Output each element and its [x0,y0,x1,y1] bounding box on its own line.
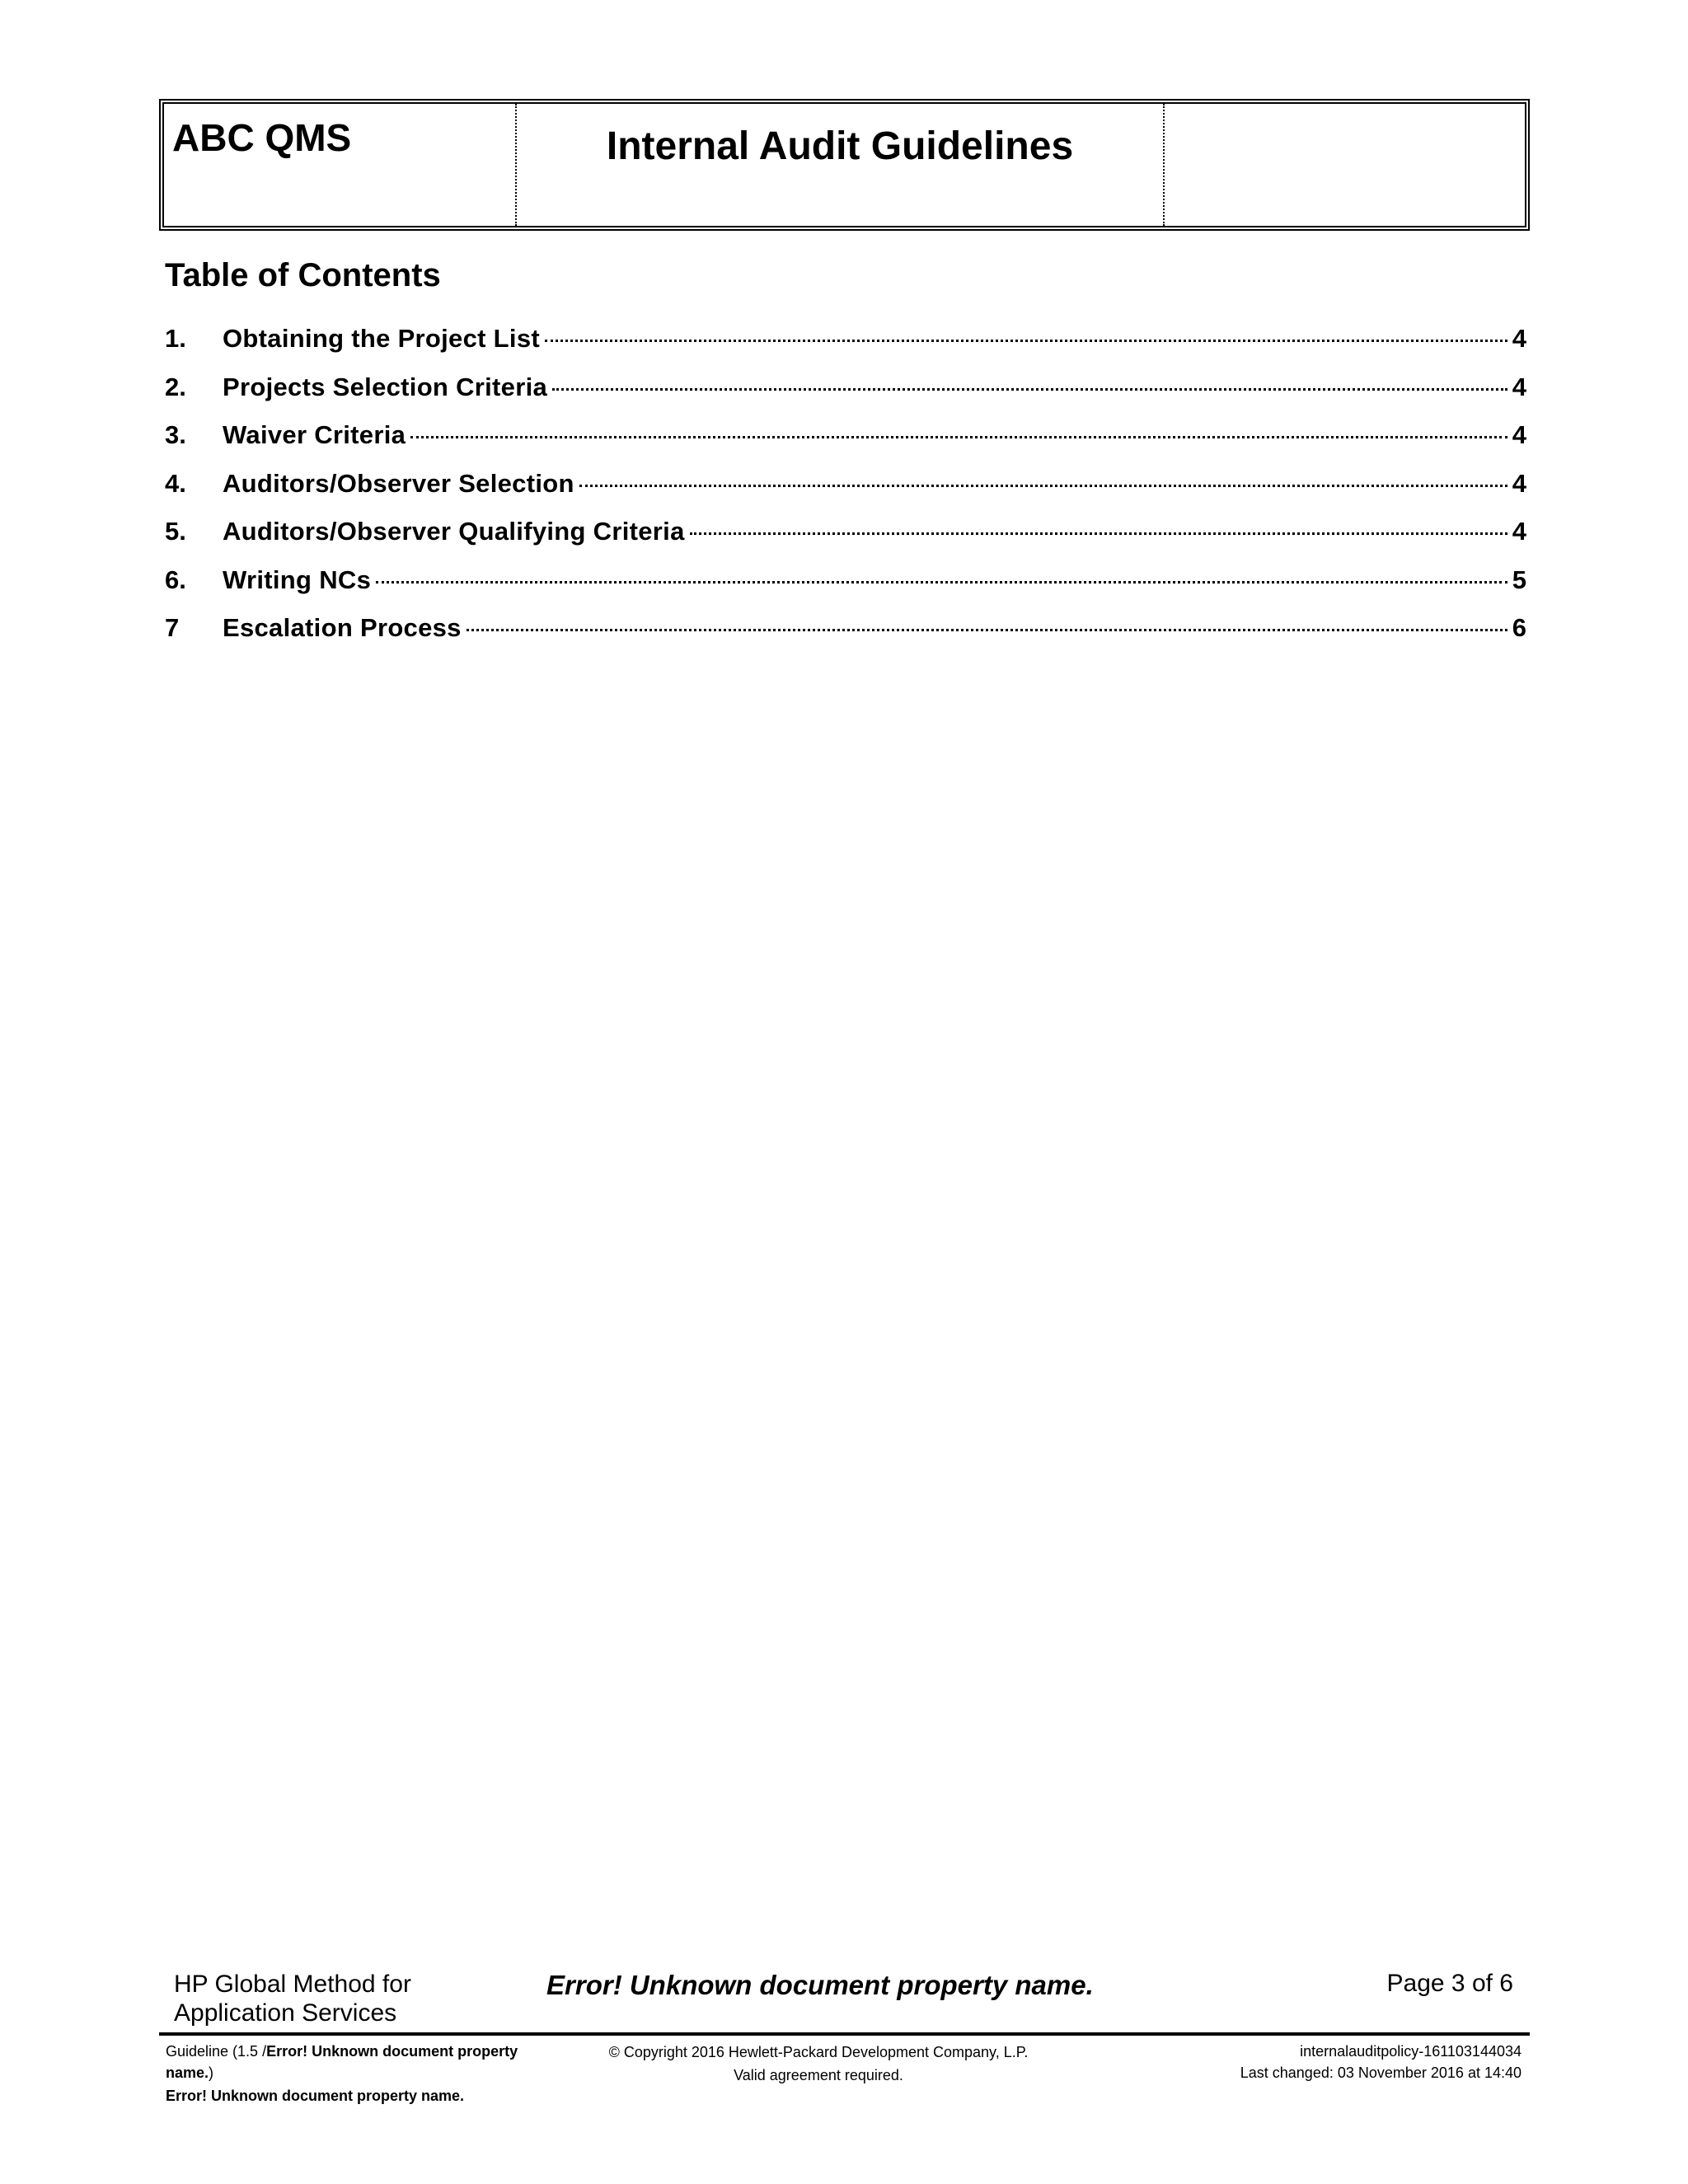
toc-leader-dots [467,629,1507,631]
footer-copyright-block [571,2041,1066,2087]
footer-guideline-prefix: Guideline (1.5 / [166,2043,267,2060]
toc-entry-title[interactable]: Auditors/Observer Qualifying Criteria [223,517,685,546]
toc-entry-page[interactable]: 4 [1512,372,1526,401]
toc-entry-number: 3. [165,420,186,449]
toc-leader-dots [579,485,1507,487]
footer-last-changed: Last changed: 03 November 2016 at 14:40 [1240,2064,1522,2081]
toc-entry-number: 5. [165,517,186,546]
company-name: ABC QMS [172,116,352,159]
toc-entry[interactable] [165,565,1526,614]
footer-guideline-suffix: ) [209,2064,214,2081]
toc-entry-title[interactable]: Projects Selection Criteria [223,372,548,401]
document-title: Internal Audit Guidelines [606,124,1074,168]
toc-entry-number: 1. [165,324,186,353]
header-empty-cell [1165,104,1525,226]
toc-entry-page[interactable]: 6 [1512,613,1526,642]
table-of-contents [165,324,1526,662]
header-company-cell [164,104,517,226]
footer-method [174,1970,471,2027]
toc-entry-title[interactable]: Obtaining the Project List [223,324,540,353]
toc-entry-title[interactable]: Writing NCs [223,565,372,594]
toc-entry[interactable] [165,324,1526,373]
toc-entry[interactable] [165,373,1526,421]
footer-details [159,2041,1530,2115]
footer-file-info [1240,2041,1522,2083]
toc-entry-page[interactable]: 4 [1512,324,1526,353]
footer-divider [159,2032,1530,2036]
toc-entry[interactable] [165,517,1526,565]
toc-leader-dots [376,581,1507,583]
toc-leader-dots [545,340,1507,342]
toc-heading: Table of Contents [165,257,441,293]
toc-entry-title[interactable]: Auditors/Observer Selection [223,468,574,498]
toc-leader-dots [410,436,1507,438]
footer-file-id: internalauditpolicy-161103144034 [1300,2043,1522,2060]
document-header [159,99,1530,231]
toc-entry-number: 6. [165,565,186,594]
footer-copyright: © Copyright 2016 Hewlett-Packard Development Company, L.P. [608,2044,1029,2060]
footer-agreement: Valid agreement required. [734,2067,903,2083]
toc-entry-number: 2. [165,372,186,401]
footer-error-property: Error! Unknown document property name. [546,1970,1094,2000]
toc-entry[interactable] [165,613,1526,662]
toc-entry-page[interactable]: 4 [1512,468,1526,498]
header-title-cell [517,104,1165,226]
toc-entry-title[interactable]: Waiver Criteria [223,420,406,449]
footer-method-line2: Application Services [174,1999,397,2027]
toc-entry-title[interactable]: Escalation Process [223,613,462,642]
footer-bottom-error: Error! Unknown document property name. [166,2088,465,2104]
toc-leader-dots [552,388,1507,391]
page-footer [159,1970,1530,2026]
toc-leader-dots [690,532,1507,535]
footer-page-number: Page 3 of 6 [1386,1970,1513,1997]
footer-method-line1: HP Global Method for [174,1971,411,1998]
footer-guideline-error: Error! Unknown document property name. [166,2043,518,2081]
toc-entry-number: 7 [165,613,180,642]
toc-entry-page[interactable]: 4 [1512,420,1526,449]
toc-entry[interactable] [165,420,1526,469]
toc-entry-page[interactable]: 4 [1512,517,1526,546]
toc-entry-page[interactable]: 5 [1512,565,1526,594]
toc-entry[interactable] [165,469,1526,518]
footer-guideline-line [166,2041,520,2083]
toc-entry-number: 4. [165,468,186,498]
footer-guideline-info [166,2041,520,2107]
